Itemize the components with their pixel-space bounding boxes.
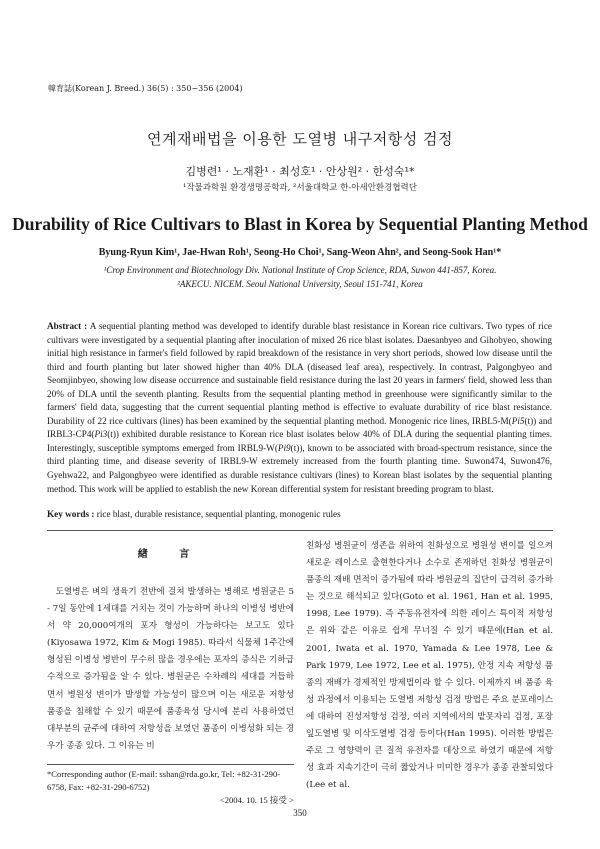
- left-column-paragraph: 도열병은 벼의 생육기 전반에 걸쳐 발생하는 병해로 병원균은 5 - 7일 동안에 1세대를 거치는 것이 가능하며 하나의 이병성 병반에서 약 20,000여개의 포자 형성이 가능하다는 보고도 있다(Kiyosawa 1972, Kim & Mogi 1985). 따라서 식물체 1주간에 형성된 이병성 병반이 무수히 많을 경우에는 포자의 증식은 기하급수적으로 증가됨을 알 수 있다. 병원균은 수차례의 세대를 거듭하면서 병원성 변이가 발생할 가능성이 많으며 이는 새로운 저항성 품종을 침해할 수 있기 때문에 품종육성 당시에 분리 사용하였던 대부분의 균주에 대하여 저항성을 보였던 품종이 이병성화 되는 경우가 종종 있다. 그 이유는 비: [47, 587, 294, 751]
- footnote-divider: [47, 764, 294, 765]
- english-authors: Byung-Ryun Kim¹, Jae-Hwan Roh¹, Seong-Ho Choi¹, Sang-Weon Ahn², and Seong-Sook Han¹*: [98, 247, 502, 258]
- abstract-text-2: (t)) and IRBL3-CP4(: [47, 415, 553, 440]
- korean-title: 연계재배법을 이용한 도열병 내구저항성 검정: [147, 130, 453, 148]
- abstract-gene-pi3: Pi3: [94, 429, 108, 440]
- footnote-corresponding-author: *Corresponding author (E-mail: sshan@rda.go.kr, Tel: +82-31-290-6758, Fax: +82-31-290-6752): [47, 769, 281, 792]
- journal-header: 韓育誌(Korean J. Breed.) 36(5) : 350~356 (2004): [48, 84, 243, 93]
- korean-affiliation: ¹작물과학원 환경생명공학과, ²서울대학교 한-아세안환경협력단: [183, 183, 417, 193]
- keywords-label: Key words :: [47, 509, 95, 519]
- abstract-divider: [47, 530, 553, 531]
- left-column: [47, 584, 294, 755]
- english-title: Durability of Rice Cultivars to Blast in Korea by Sequential Planting Method: [12, 214, 588, 234]
- english-affiliation-1: ¹Crop Environment and Biotechnology Div. National Institute of Crop Science, RDA, Suwon 441-857, Korea.: [103, 265, 497, 275]
- right-column: [306, 538, 553, 794]
- footnote: [47, 768, 294, 807]
- footnote-received-date: <2004. 10. 15 接受 >: [219, 795, 294, 805]
- abstract-gene-pi5: Pi5: [511, 415, 525, 426]
- section-heading-introduction: 緖 言: [137, 549, 204, 560]
- abstract-text-4: (t)), known to be associated with broad-spectrum resistance, since the third planting time, and disease severity of IRBL9-W extremely increased from the fourth planting time. Suwon474, Suwon476, Gyehwa22, and Palgongbyeo were identified as durable resistance cultivars (lines) to Korean blast isolates by the sequential planting method. This work will be applied to establish the new Korean differential system for resistant breeding program to blast.: [47, 442, 552, 494]
- keywords: [47, 509, 552, 519]
- abstract-label: Abstract :: [47, 321, 88, 331]
- korean-authors: 김병련¹ · 노재환¹ · 최성호¹ · 안상원² · 한성숙¹*: [185, 165, 415, 178]
- keywords-text: rice blast, durable resistance, sequential planting, monogenic rules: [94, 509, 341, 519]
- abstract: [47, 320, 552, 496]
- english-affiliation-2: ²AKECU. NICEM. Seoul National University, Seoul 151-741, Korea: [177, 279, 423, 289]
- page-number: 350: [293, 808, 307, 818]
- abstract-gene-pi9: Pi9: [277, 442, 291, 453]
- abstract-text-1: A sequential planting method was developed to identify durable blast resistance in Korean rice cultivars. Two types of rice cultivars were investigated by a sequential planting after inoculation of mixed 26 rice blast isolates. Daesanbyeo and Gihobyeo, showing initial high resistance in farmer's field followed by rapid breakdown of the resistance in very short periods, showed low disease until the third and fourth planting but later showed higher than 40% DLA (diseased leaf area), respectively. In contrast, Palgongbyeo and Seomjinbyeo, showing low disease occurrence and sustainable field resistance during the last 20 years in farmers' field, showed less than 20% of DLA until the seventh planting. Results from the sequential planting method in greenhouse were significantly similar to the farmers' field data, suggesting that the current sequential planting method is effective to evaluate durability of rice blast resistance. Durability of 22 rice cultivars (lines) has been examined by the sequential planting method. Monogenic rice lines, IRBL5-M(: [47, 321, 553, 426]
- right-column-paragraph: 친화성 병원균이 생존을 위하여 친화성으로 병원성 변이를 일으켜 새로운 레이스로 출현한다거나 소수로 존재하던 친화성 병원균이 품종의 재배 면적이 증가됨에 따라 병원균의 집단이 급격히 증가하는 것으로 해석되고 있다(Goto et al. 1961, Han et al. 1995, 1998, Lee 1979). 즉 주동유전자에 의한 레이스 특이적 저항성은 위와 같은 이유로 쉽게 무너질 수 있기 때문에(Han et al. 2001, Iwata et al. 1970, Yamada & Lee 1978, Lee & Park 1979, Lee 1972, Lee et al. 1975), 안정 지속 저항성 품종의 재배가 경제적인 방제법이라 할 수 있다. 이제까지 벼 품종 육성 과정에서 이용되는 도열병 저항성 검정 방법은 주요 분포레이스에 대하여 진성저항성 검정, 여러 지역에서의 밭못자리 검정, 포장 잎도열병 및 이삭도열병 검정 등이다(Han 1995). 이러한 방법은 주로 그 영향력이 큰 질적 유전자를 대상으로 하였기 때문에 저항성 효과 지속기간이 극히 짧았거나 미미한 경우가 종종 관찰되었다(Lee et al.: [306, 541, 553, 791]
- abstract-text-3: (t)) exhibited durable resistance to Korean rice blast isolates below 40% of DLA during the sequential planting times. Interestingly, susceptible symptoms emerged from IRBL9-W(: [47, 429, 552, 453]
